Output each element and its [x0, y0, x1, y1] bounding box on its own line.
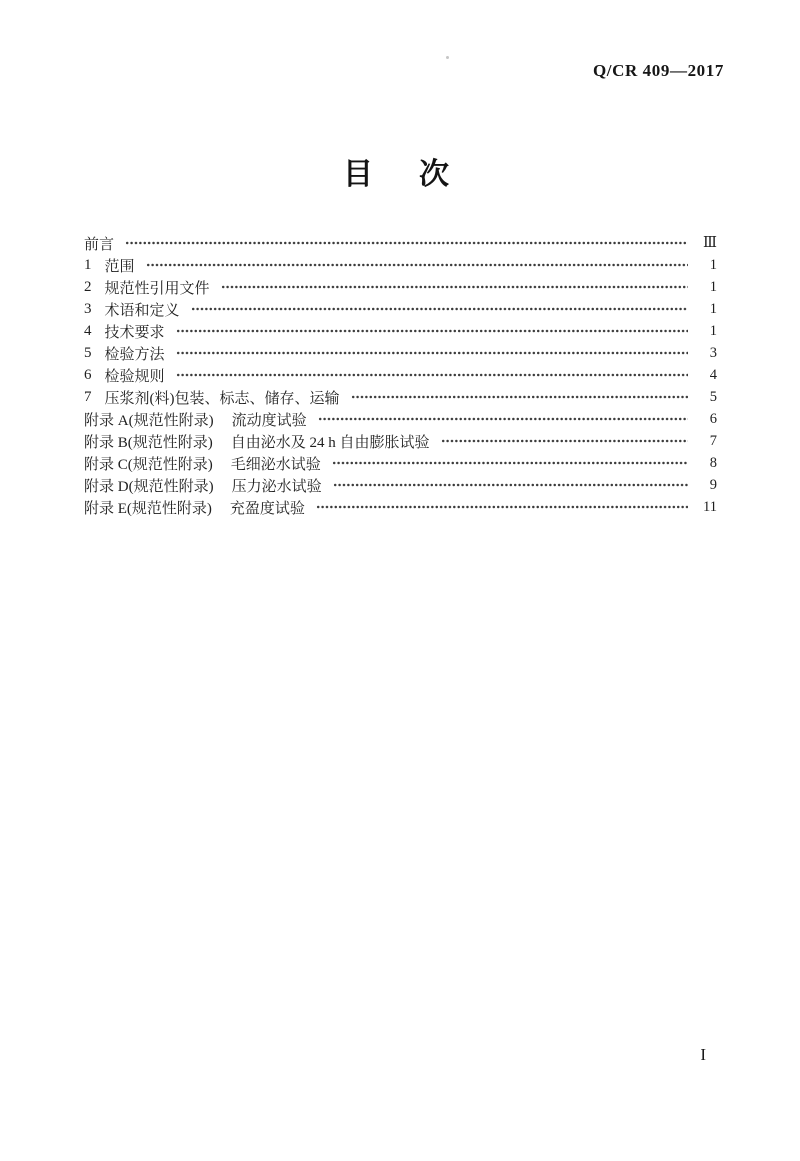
toc-entry-title: 检验方法: [104, 346, 165, 363]
dot-leader: [176, 320, 688, 342]
table-of-contents: [84, 232, 717, 518]
standard-code: Q/CR 409—2017: [592, 61, 724, 80]
toc-entry-label: 附录 E(规范性附录): [84, 500, 212, 517]
toc-entry-title: 检验规则: [104, 368, 165, 385]
toc-entry-page: 1: [709, 278, 717, 295]
toc-entry-page: 1: [709, 322, 717, 339]
toc-entry-appendix-b: [84, 430, 717, 452]
toc-entry-section-5: [84, 342, 717, 364]
toc-entry-section-7: [84, 386, 717, 408]
toc-entry-page: 9: [709, 476, 717, 493]
toc-entry-section-6: [84, 364, 717, 386]
toc-entry-appendix-e: [84, 496, 717, 518]
toc-entry-label: 附录 A(规范性附录): [84, 412, 214, 429]
toc-entry-label: 附录 D(规范性附录): [84, 478, 214, 495]
toc-entry-page: 3: [709, 344, 717, 361]
page-title: 目 次: [343, 158, 457, 191]
dot-leader: [316, 496, 688, 518]
toc-entry-title: 技术要求: [104, 324, 165, 341]
toc-entry-title: 前言: [84, 236, 115, 253]
dot-leader: [332, 452, 688, 474]
toc-entry-page: 4: [709, 366, 717, 383]
dot-leader: [351, 386, 689, 408]
toc-entry-title: 自由泌水及 24 h 自由膨胀试验: [230, 434, 430, 451]
toc-entry-label: 7: [84, 388, 92, 405]
toc-entry-page: 8: [709, 454, 717, 471]
toc-entry-label: 5: [84, 344, 92, 361]
dot-leader: [221, 276, 688, 298]
toc-entry-label: 2: [84, 278, 92, 295]
toc-entry-title: 流动度试验: [231, 412, 307, 429]
toc-entry-title: 压浆剂(料)包装、标志、储存、运输: [104, 390, 340, 407]
toc-entry-page: Ⅲ: [703, 234, 717, 251]
toc-entry-title: 规范性引用文件: [104, 280, 210, 297]
toc-entry-label: 附录 B(规范性附录): [84, 434, 213, 451]
toc-entry-section-3: [84, 298, 717, 320]
dot-leader: [146, 254, 688, 276]
scan-artifact-speck: [446, 56, 449, 59]
toc-entry-section-2: [84, 276, 717, 298]
dot-leader: [125, 232, 688, 254]
toc-entry-title: 术语和定义: [104, 302, 180, 319]
toc-entry-section-4: [84, 320, 717, 342]
toc-entry-title: 充盈度试验: [229, 500, 305, 517]
toc-entry-foreword: [84, 232, 717, 254]
dot-leader: [191, 298, 688, 320]
toc-entry-label: 4: [84, 322, 92, 339]
toc-entry-title: 范围: [104, 258, 135, 275]
toc-entry-appendix-c: [84, 452, 717, 474]
dot-leader: [441, 430, 688, 452]
toc-entry-title: 毛细泌水试验: [230, 456, 321, 473]
toc-entry-label: 3: [84, 300, 92, 317]
toc-entry-label: 1: [84, 256, 92, 273]
toc-entry-label: 附录 C(规范性附录): [84, 456, 213, 473]
toc-entry-title: 压力泌水试验: [231, 478, 322, 495]
toc-entry-appendix-a: [84, 408, 717, 430]
toc-entry-appendix-d: [84, 474, 717, 496]
dot-leader: [176, 342, 688, 364]
toc-entry-page: 6: [709, 410, 717, 427]
footer-page-number: I: [700, 1045, 706, 1064]
toc-entry-section-1: [84, 254, 717, 276]
toc-entry-page: 7: [709, 432, 717, 449]
dot-leader: [333, 474, 688, 496]
toc-entry-page: 1: [709, 256, 717, 273]
toc-entry-page: 1: [709, 300, 717, 317]
dot-leader: [176, 364, 688, 386]
toc-entry-label: 6: [84, 366, 92, 383]
toc-entry-page: 5: [709, 388, 717, 405]
toc-entry-page: 11: [703, 498, 717, 515]
dot-leader: [318, 408, 688, 430]
